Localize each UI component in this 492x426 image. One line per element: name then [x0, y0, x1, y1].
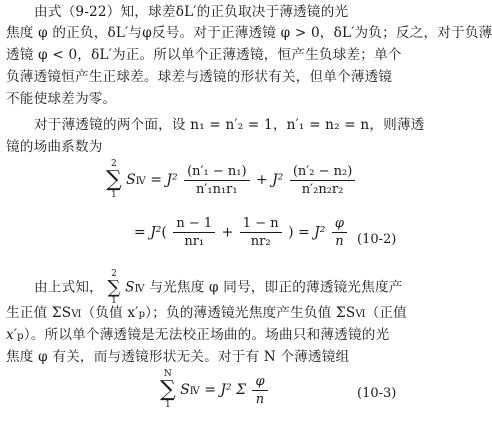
equation-10-2-line2: = J²( $\frac{n - 1}{\text{nr₁}}$ + $\frac{1 - n}{\text{nr₂}}$ ) = J² $\frac{\varphi}{n}$ [134, 216, 349, 249]
sum-symbol: 2 ∑ 1 [106, 159, 122, 200]
equation-number-10-2: (10-2) [357, 232, 397, 247]
para1-line1: 由式（9-22）知，球差δL′的正负取决于薄透镜的光 [34, 4, 349, 20]
para2-line2: 镜的场曲系数为 [6, 139, 103, 155]
para3-line2: 生正值 ΣSⅥ（负值 x′p）；负的薄透镜光焦度产生负值 ΣSⅥ（正值 [6, 305, 407, 321]
equation-10-3: N ∑ 1 SⅣ = J² Σ $\frac{\varphi}{n}$ [160, 370, 270, 410]
para3-line4: 焦度 φ 有关，而与透镜形状无关。对于有 N 个薄透镜组 [6, 349, 350, 365]
equation-10-2-line1: 2 ∑ 1 SⅣ = J² $\frac{\text{(n′₁ − n₁)}}{\text{n′₁n₁r₁}}$ + J² $\frac{\text{(n′₂ − n₂)}}{\text{n′₂n₂r₂}}$ [106, 160, 357, 200]
para1-line5: 不能使球差为零。 [6, 91, 117, 107]
fraction-phi-n: $\frac{\varphi}{n}$ [252, 374, 267, 407]
fraction-a: $\frac{n - 1}{\text{nr₁}}$ [173, 216, 215, 249]
para1-line2: 焦度 φ 的正负，δL′与φ反号。对于正薄透镜 φ > 0，δL′为负；反之，对于负薄 [6, 25, 492, 41]
equation-number-10-3: (10-3) [357, 386, 397, 401]
fraction-term1: $\frac{\text{(n′₁ − n₁)}}{\text{n′₁n₁r₁}}$ [184, 164, 249, 197]
para3-line1: 由上式知， 2 ∑ 1 SⅣ 与光焦度 φ 同号，即正的薄透镜光焦度产 [34, 269, 403, 306]
sum-symbol-n: N ∑ 1 [160, 369, 176, 410]
fraction-term2: $\frac{\text{(n′₂ − n₂)}}{\text{n′₂n₂r₂}}$ [290, 164, 355, 197]
para1-line3: 透镜 φ < 0，δL′为正。所以单个正薄透镜，恒产生负球差；单个 [6, 47, 402, 63]
para2-line1: 对于薄透镜的两个面，设 n₁ = n′₂ = 1，n′₁ = n₂ = n，则薄透 [34, 117, 425, 133]
fraction-b: $\frac{1 - n}{\text{nr₂}}$ [240, 216, 282, 249]
para3-line3: x′p）。所以单个薄透镜是无法校正场曲的。场曲只和薄透镜的光 [6, 327, 390, 343]
fraction-result: $\frac{\varphi}{n}$ [332, 216, 347, 249]
para1-line4: 负薄透镜恒产生正球差。球差与透镜的形状有关，但单个薄透镜 [6, 69, 393, 85]
inline-sum-symbol: 2 ∑ 1 [107, 269, 121, 306]
